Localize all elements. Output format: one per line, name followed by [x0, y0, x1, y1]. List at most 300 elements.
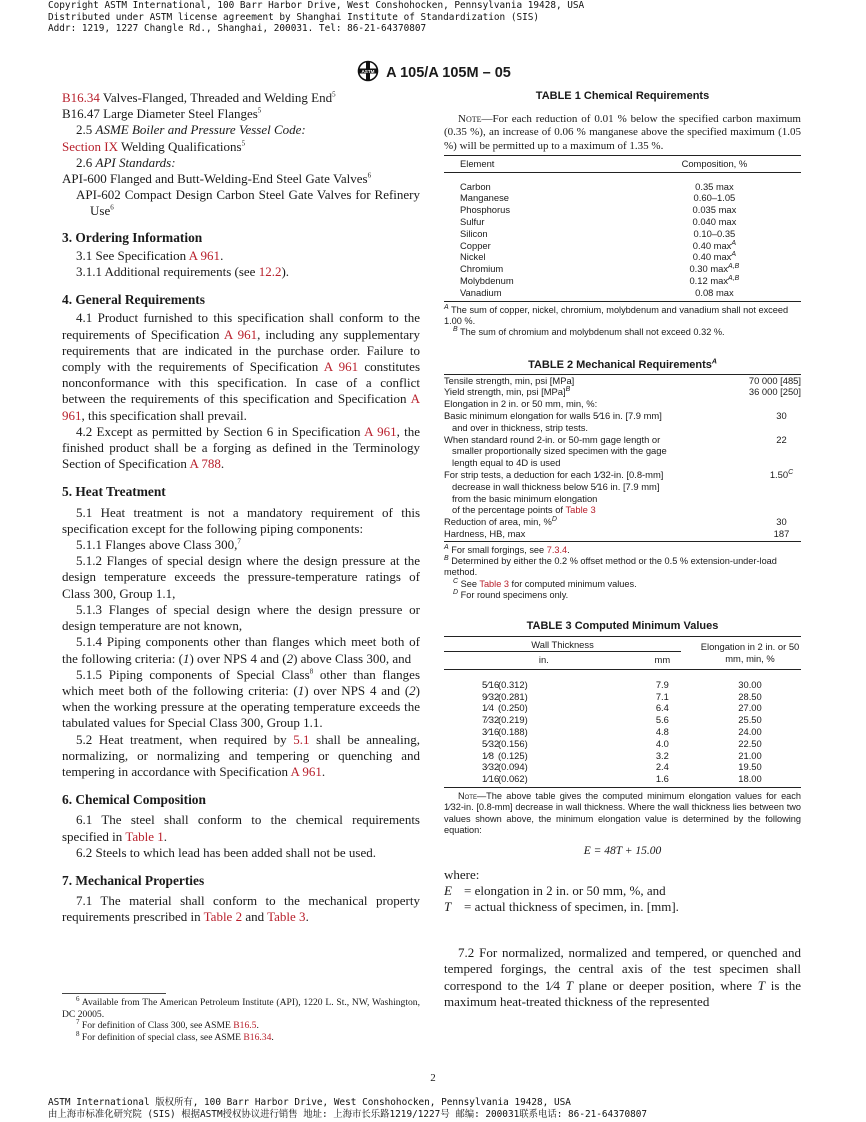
text: Yield strength, min, psi [MPa] [444, 386, 566, 398]
table-2-footnote-d [444, 590, 801, 601]
paragraph-6-1 [62, 812, 420, 844]
paragraph-3-1 [62, 248, 420, 264]
table-row [444, 434, 801, 469]
paragraph-6-2: 6.2 Steels to which lead has been added shall not be used. [76, 844, 377, 860]
table-row [444, 398, 801, 410]
table-row [444, 251, 801, 263]
text: 5.1.4 Piping components other than flanges which meet both of the following criteria: ( [62, 634, 420, 666]
symbol: T [444, 899, 452, 915]
text: (0.125) [498, 749, 528, 761]
text: of the percentage points of [452, 504, 566, 516]
col-composition: Composition, % [681, 157, 748, 169]
footnote-mark: 8 [76, 1029, 80, 1038]
copyright-footer [48, 1097, 647, 1120]
cell-elongation: 28.50 [738, 690, 762, 702]
text: , this specification shall prevail. [81, 407, 247, 423]
header-line: Addr: 1219, 1227 Changle Rd., Shanghai, 200031. Tel: 86-21-64370807 [48, 23, 427, 34]
text: 5.1.1 Flanges above Class 300, [76, 537, 238, 553]
element-name: Chromium [460, 263, 504, 275]
text: TABLE 2 Mechanical Requirements [528, 358, 712, 371]
text: constitutes nonconformance with this specification. In case of a conflict between the requirements of this specification and Specification [62, 359, 420, 407]
fraction: 1⁄4 [482, 702, 494, 714]
fraction: 1⁄32 [593, 468, 611, 480]
header-line: Copyright ASTM International, 100 Barr Harbor Drive, West Conshohocken, Pennsylvania 19428, USA [48, 0, 585, 11]
text: 0.08 max [695, 286, 734, 298]
where-block [444, 867, 801, 915]
text: (0.094) [498, 761, 528, 773]
text: other than flanges which meet both of the following criteria: ( [62, 666, 420, 698]
cell-elongation: 24.00 [738, 725, 762, 737]
text: and [242, 909, 268, 925]
text: 0.12 max [689, 275, 729, 287]
text: 0.035 max [692, 204, 737, 216]
text: 0.60–1.05 [693, 192, 736, 204]
cell-mm: 3.2 [655, 749, 669, 761]
cell-in [444, 691, 644, 703]
link-7-3-4[interactable]: 7.3.4 [546, 544, 568, 555]
cell-mm: 2.4 [655, 761, 669, 773]
text: 4.1 Product furnished to this specification shall conform to the requirements of Specification [62, 310, 420, 342]
footnotes [62, 993, 420, 1043]
table-row [444, 691, 801, 703]
cell-elongation: 21.00 [738, 749, 762, 761]
section-number: 2.5 [76, 122, 96, 138]
table-2-footnote-a [444, 545, 801, 556]
text: When standard round 2-in. or 50-mm gage length or [444, 433, 661, 445]
cell-in [444, 773, 644, 785]
link-b1634[interactable]: B16.34 [62, 90, 100, 105]
link-b16-5[interactable]: B16.5 [233, 1020, 257, 1032]
text: . [220, 247, 224, 263]
cell-in [444, 761, 644, 773]
title-text: A 105/A 105M – 05 [386, 65, 511, 81]
heading-ordering-information: 3. Ordering Information [62, 229, 203, 245]
astm-logo-icon [355, 60, 381, 82]
cell-mm: 7.9 [655, 678, 669, 690]
text: . [305, 909, 309, 925]
left-column [62, 90, 420, 926]
composition-value [628, 275, 801, 287]
footnote-mark: D [551, 515, 557, 523]
composition-value [628, 204, 801, 216]
cell-mm: 4.0 [655, 737, 669, 749]
paragraph-5-1-4 [62, 634, 420, 666]
cell-in [444, 750, 644, 762]
footnote-mark: A [444, 303, 449, 311]
text: For strip tests, a deduction for each [444, 468, 594, 480]
ref-text: Welding Qualifications [117, 138, 242, 154]
svg-text:ASTM: ASTM [361, 68, 375, 74]
table-1-footnote-b [444, 327, 801, 338]
section-number: 2.6 [76, 154, 96, 170]
fraction: 7⁄32 [482, 714, 500, 726]
cell-elongation: 25.50 [738, 714, 762, 726]
fraction: 1⁄16 [482, 773, 500, 785]
element-name: Phosphorus [460, 204, 511, 216]
cell-elongation: 18.00 [738, 773, 762, 785]
composition-value [628, 240, 801, 252]
table-row [444, 738, 801, 750]
text: 3.1.1 Additional requirements (see [76, 264, 259, 280]
link-table-1[interactable]: Table 1 [125, 828, 164, 844]
fraction: 5⁄16 [593, 409, 611, 421]
fraction: 1⁄4 [544, 977, 561, 993]
text: 0.10–0.35 [693, 227, 736, 239]
text: 2 [409, 682, 416, 698]
text: Basic minimum elongation for walls [444, 409, 594, 421]
text: (0.281) [498, 690, 528, 702]
footnote-mark: A [731, 251, 737, 259]
table-row [444, 240, 801, 252]
link-5-1[interactable]: 5.1 [293, 731, 310, 747]
cell [722, 469, 801, 516]
ref-text: Valves-Flanged, Threaded and Welding End [99, 90, 333, 105]
document-title [0, 60, 866, 82]
text: . [220, 456, 225, 472]
cell-elongation: 19.50 [738, 761, 762, 773]
ref-text: B16.47 Large Diameter Steel Flanges [62, 106, 258, 122]
text: 6.1 The steel shall conform to the chemical requirements specified in [62, 812, 420, 844]
footnote-mark: 7 [76, 1018, 80, 1026]
col-elongation: Elongation in 2 in. or 50 mm, min, % [700, 641, 800, 664]
text: 0.40 max [692, 239, 732, 251]
link-table-3[interactable]: Table 3 [565, 504, 596, 516]
text: 3.1 See Specification [76, 247, 189, 263]
cell [444, 516, 722, 528]
text: Determined by either the 0.2 % offset method or the 0.5 % extension-under-load method. [444, 556, 777, 578]
text: ) over NPS 4 and ( [304, 682, 410, 698]
text: . [163, 828, 167, 844]
text: from the basic minimum elongation [452, 492, 598, 504]
fraction: 5⁄16 [482, 678, 500, 690]
table-row [444, 374, 801, 386]
col-mm: mm [654, 653, 671, 665]
text: ) over NPS 4 and ( [189, 650, 287, 666]
cell-in [444, 714, 644, 726]
text: T [757, 977, 766, 993]
heading-heat-treatment: 5. Heat Treatment [62, 484, 166, 500]
table-row [444, 750, 801, 762]
footnote-mark: C [788, 468, 794, 476]
link-a961[interactable]: A 961 [62, 391, 420, 423]
footnote-7 [62, 1020, 420, 1032]
def-e [444, 883, 801, 899]
cell-mm: 4.8 [655, 725, 669, 737]
text: (0.250) [498, 702, 528, 714]
cell: 36 000 [250] [748, 386, 801, 398]
composition-value [628, 192, 801, 204]
cell: 30 [776, 409, 787, 421]
symbol: E [444, 883, 452, 899]
ref-text: API-602 Compact Design Carbon Steel Gate Valves for Refinery Use [76, 187, 420, 219]
element-name: Molybdenum [460, 275, 514, 287]
table-row [444, 773, 801, 785]
footnote-mark: A [711, 357, 717, 365]
reference-b1634 [62, 90, 420, 106]
paragraph-5-1-2: 5.1.2 Flanges of special design where the design pressure at the design temperature exceeds the pressure-temperature ratings of Class 300, Group 1.1, [62, 553, 420, 601]
section-title: API Standards: [95, 154, 176, 170]
fraction: 3⁄32 [482, 761, 500, 773]
table-row [444, 702, 801, 714]
text: and over in thickness, strip tests. [452, 421, 588, 433]
cell-mm: 1.6 [655, 773, 669, 785]
text: = elongation in 2 in. or 50 mm, %, and [464, 883, 666, 899]
composition-value [628, 287, 801, 299]
text: 2 [286, 650, 294, 666]
footnote-mark: A,B [728, 263, 740, 271]
cell-elongation: 27.00 [738, 702, 762, 714]
text: —The above table gives the computed minimum elongation values for each [476, 790, 801, 801]
text: ). [281, 264, 290, 280]
text: (0.312) [498, 678, 528, 690]
text: For round specimens only. [458, 589, 569, 600]
cell-mm: 7.1 [655, 690, 669, 702]
table-row [444, 204, 801, 216]
composition-value [628, 216, 801, 228]
link-a961[interactable]: A 961 [223, 326, 258, 342]
text: 7.2 For normalized, normalized and tempered, or quenched and tempered forgings, the central axis of the test specimen shall correspond to the [444, 945, 801, 993]
text: shall be annealing, normalizing, or normalizing and tempering or quenching and tempering in accordance with Specification [62, 731, 420, 779]
composition-value [628, 228, 801, 240]
text: 4.2 Except as permitted by Section 6 in Specification [76, 423, 365, 439]
note-label: Note [458, 790, 477, 801]
text: For definition of Class 300, see ASME [81, 1020, 234, 1032]
link-a961[interactable]: A 961 [188, 247, 221, 263]
link-section-ix[interactable]: Section IX [62, 138, 118, 154]
text: = actual thickness of specimen, in. [mm]. [464, 899, 679, 915]
text: -in. [0.8-mm] decrease in wall thickness. Where the wall thickness lies between two values shown above, the minimum elongation value is determined by the following equation: [444, 802, 801, 835]
table-row [444, 726, 801, 738]
fraction: 9⁄32 [482, 690, 500, 702]
fraction: 5⁄16 [590, 480, 608, 492]
table-rule [444, 787, 801, 788]
table-3-title: TABLE 3 Computed Minimum Values [526, 620, 719, 633]
element-name: Silicon [460, 227, 488, 239]
reference-b1647 [62, 106, 420, 122]
text: . [321, 763, 326, 779]
text: (0.188) [498, 725, 528, 737]
footnote-mark: A [444, 543, 449, 551]
text: 7.1 The material shall conform to the mechanical property requirements prescribed in [62, 893, 420, 925]
paragraph-4-1 [62, 310, 420, 423]
table-3 [444, 636, 801, 785]
reference-api602 [62, 187, 420, 219]
fraction: 5⁄32 [482, 737, 500, 749]
text: is the maximum heat-treated thickness of the represented [444, 977, 802, 1009]
reference-api600 [62, 171, 420, 187]
text: -in. [0.8-mm] [610, 468, 664, 480]
cell: Elongation in 2 in. or 50 mm, min, %: [444, 398, 598, 410]
text: 0.40 max [692, 251, 732, 263]
text: T [565, 977, 574, 993]
composition-value [628, 251, 801, 263]
text: (0.062) [498, 773, 528, 785]
cell [444, 410, 722, 434]
text: 5.2 Heat treatment, when required by [76, 731, 294, 747]
composition-value [628, 263, 801, 275]
link-b16-34[interactable]: B16.34 [243, 1031, 272, 1043]
table-row [444, 287, 801, 299]
link-a788[interactable]: A 788 [189, 456, 221, 472]
table-row [444, 528, 801, 540]
cell [722, 398, 801, 410]
paragraph-4-2 [62, 424, 420, 473]
element-name: Nickel [460, 251, 486, 263]
footnote-8 [62, 1029, 420, 1044]
paragraph-5-1-3: 5.1.3 Flanges of special design where the design pressure or design temperature are not known, [62, 601, 420, 634]
text: 0.040 max [692, 216, 737, 228]
text: 0.35 max [695, 180, 734, 192]
text: ) above Class 300, and [293, 650, 412, 666]
text: . [567, 544, 570, 555]
element-name: Vanadium [460, 286, 502, 298]
text: (0.156) [498, 737, 528, 749]
link-12-2[interactable]: 12.2 [258, 264, 282, 280]
table-1 [444, 155, 801, 299]
cell-mm: 6.4 [655, 702, 669, 714]
cell: Hardness, HB, max [444, 527, 526, 539]
reference-section-ix [62, 139, 420, 155]
text: 5.1.5 Piping components of Special Class [76, 666, 310, 682]
table-row [444, 669, 801, 690]
text: smaller proportionally sized specimen with the gage [452, 445, 667, 457]
equation: E = 48T + 15.00 [583, 845, 662, 858]
header-line: Distributed under ASTM license agreement by Shanghai Institute of Standardization (SIS) [48, 11, 540, 23]
cell: 30 [776, 516, 787, 528]
text: length equal to 4D is used [452, 457, 561, 469]
heading-general-requirements: 4. General Requirements [62, 292, 205, 308]
element-name: Manganese [460, 192, 509, 204]
footnote-mark: 8 [309, 667, 314, 676]
table-row [444, 714, 801, 726]
paragraph-5-2 [62, 732, 420, 781]
text: 1.50 [769, 468, 789, 480]
paragraph-3-1-1 [62, 264, 420, 280]
text: in. [7.9 mm] [610, 409, 662, 421]
cell: 70 000 [485] [748, 374, 801, 386]
text: 1 [182, 650, 190, 666]
footnote-mark: C [453, 577, 459, 585]
link-table-3[interactable]: Table 3 [267, 909, 306, 925]
composition-value [628, 172, 801, 192]
table-header-row [444, 637, 801, 652]
col-wall-thickness: Wall Thickness [444, 637, 681, 652]
paragraph-5-1-5 [62, 667, 420, 732]
fraction: 1⁄8 [482, 749, 494, 761]
text: The sum of copper, nickel, chromium, molybdenum and vanadium shall not exceed 1.00 %. [444, 304, 789, 326]
col-in: in. [538, 653, 549, 665]
cell: Tensile strength, min, psi [MPa] [444, 374, 575, 386]
text: Available from The American Petroleum Institute (API), 1220 L. St., NW, Washington, DC 20005. [62, 997, 420, 1020]
paragraph-7-2 [444, 945, 801, 1010]
table-row [444, 275, 801, 287]
text: (0.219) [498, 714, 528, 726]
section-title: ASME Boiler and Pressure Vessel Code: [95, 122, 306, 138]
table-row [444, 386, 801, 398]
table-header-row [444, 155, 801, 172]
text: 1 [297, 682, 305, 698]
footer-line: 由上海市标准化研究院 (SIS) 根据ASTM授权协议进行销售 地址: 上海市长乐路1219/1227号 邮编: 200031联系电话: 86-21-64370807 [48, 1108, 648, 1120]
text: ) when the working pressure at the operating temperature exceeds the tabulated values for Special Class 300, Group 1.1. [62, 682, 420, 731]
footnote-mark: 7 [237, 537, 241, 546]
text: —For each reduction of 0.01 % below the specified carbon maximum (0.35 %), an increase of 0.06 % manganese above the specified maximum (1.05 %) will be permitted up to a maximum of 1.35 %. [444, 113, 801, 152]
footnote-mark: 6 [76, 994, 80, 1003]
table-row [444, 172, 801, 192]
link-a961[interactable]: A 961 [364, 423, 397, 439]
col-element: Element [460, 157, 495, 169]
table-row [444, 192, 801, 204]
table-row [444, 761, 801, 773]
link-table-2[interactable]: Table 2 [203, 909, 243, 925]
footnote-mark: 5 [257, 106, 262, 115]
table-row [444, 228, 801, 240]
footnote-mark: A,B [728, 274, 740, 282]
cell: 22 [776, 433, 787, 445]
text: decrease in wall thickness below [452, 480, 591, 492]
cell-in [444, 669, 644, 690]
table-2-title [444, 359, 801, 371]
fraction: 1⁄32 [444, 802, 461, 813]
table-row [444, 263, 801, 275]
heading-chemical-composition: 6. Chemical Composition [62, 792, 206, 808]
table-3-note [444, 791, 801, 836]
paragraph-7-1 [62, 893, 420, 925]
footnote-mark: B [565, 386, 571, 394]
cell [444, 434, 722, 469]
element-name: Sulfur [460, 216, 485, 228]
footnote-mark: A [731, 239, 737, 247]
paragraph-5-1-1 [62, 537, 420, 553]
footer-line: ASTM International 版权所有, 100 Barr Harbor Drive, West Conshohocken, Pennsylvania 19428, USA [48, 1097, 571, 1108]
text: 0.30 max [689, 263, 729, 275]
text: . [256, 1020, 259, 1032]
table-row [444, 469, 801, 516]
element-name: Copper [460, 239, 491, 251]
text: For definition of special class, see ASME [81, 1031, 244, 1043]
fraction: 3⁄16 [482, 725, 500, 737]
cell-elongation: 30.00 [738, 678, 762, 690]
text: , the finished product shall be a forging as defined in the Terminology Section of Specification [62, 423, 421, 472]
text: See [458, 578, 480, 589]
ref-text: API-600 Flanged and Butt-Welding-End Steel Gate Valves [62, 171, 368, 187]
footnote-mark: 5 [241, 139, 246, 148]
text: . [271, 1031, 274, 1043]
table-rule [444, 541, 801, 542]
copyright-header [48, 0, 584, 35]
paragraph-5-1: 5.1 Heat treatment is not a mandatory requirement of this specification except for the following piping components: [62, 504, 420, 536]
def-t [444, 899, 801, 915]
page-number: 2 [430, 1072, 436, 1084]
link-a961[interactable]: A 961 [323, 359, 359, 375]
table-2 [444, 374, 801, 540]
section-2-5 [62, 122, 420, 138]
footnote-6 [62, 994, 420, 1020]
link-table-3[interactable]: Table 3 [479, 578, 509, 589]
footnote-mark: B [453, 326, 458, 334]
table-row [444, 410, 801, 434]
text: where: [444, 867, 480, 883]
cell: 187 [773, 527, 790, 539]
cell-elongation: 22.50 [738, 737, 762, 749]
cell [444, 386, 722, 398]
table-1-title: TABLE 1 Chemical Requirements [535, 90, 710, 102]
table-1-footnote-a [444, 305, 801, 328]
footnote-mark: 5 [332, 90, 336, 99]
text: in. [7.9 mm] [607, 480, 660, 492]
link-a961[interactable]: A 961 [290, 763, 322, 779]
cell-in [444, 702, 644, 714]
right-column [444, 90, 801, 1010]
